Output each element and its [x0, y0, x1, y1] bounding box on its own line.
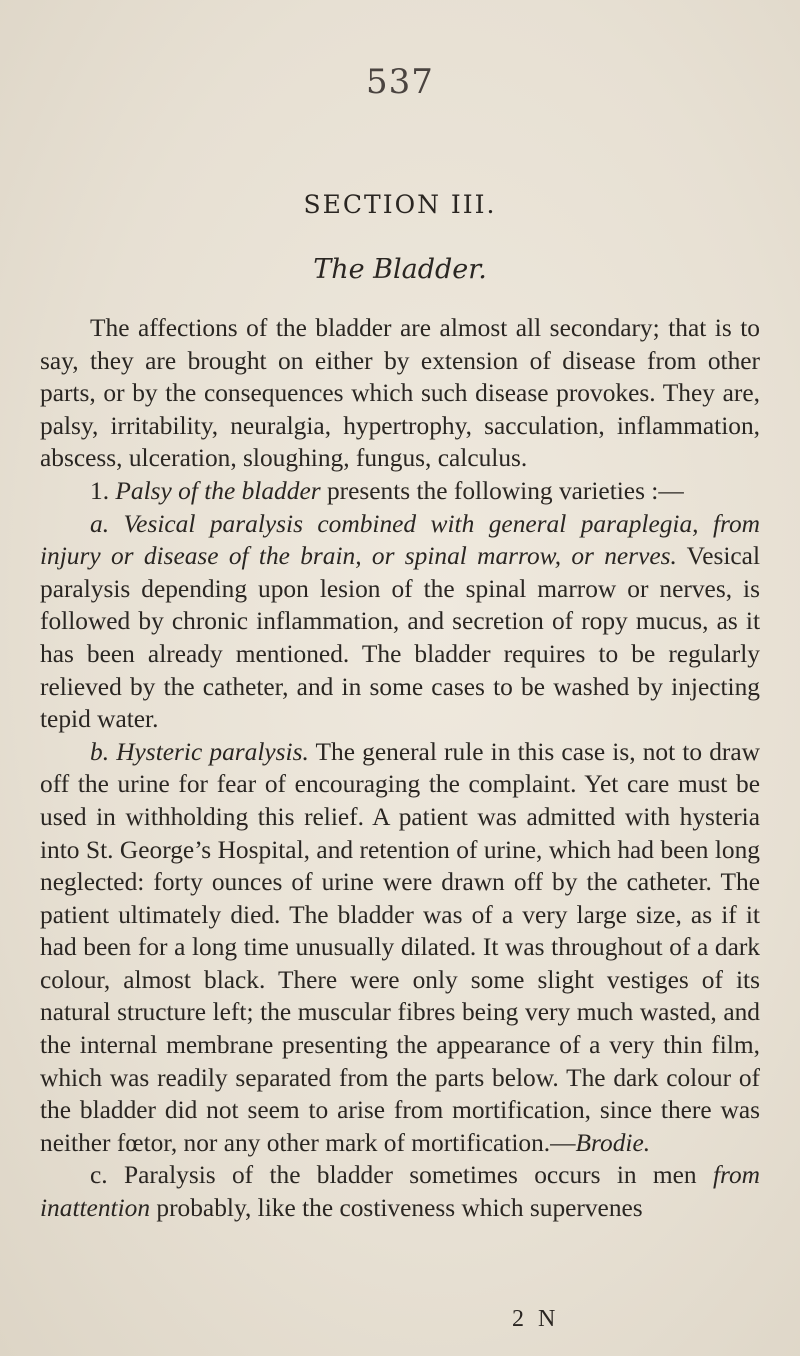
- paragraph-text: The affections of the bladder are almost all secondary; that is to say, they are brought on either by extension of disease from other parts, or by the consequences which such disease provokes. They are, palsy, irritability, neuralgia, hypertrophy, sacculation, inflammation, abscess, ulceration, sloughing, fungus, calculus.: [40, 314, 760, 473]
- paragraph-text: The general rule in this case is, not to draw off the urine for fear of encouraging the complaint. Yet care must be used in withholding this relief. A patient was admitted with hysteria into St. George’s Hospital, and retention of urine, which had been long neglected: forty ounces of urine were drawn off by the catheter. The patient ultimately died. The bladder was of a very large size, as if it had been for a long time unusually dilated. It was throughout of a dark colour, almost black. There were only some slight vestiges of its natural structure left; the muscular fibres being very much wasted, and the internal membrane presenting the appearance of a very thin film, which was readily separated from the parts below. The dark colour of the bladder did not seem to arise from mortification, since there was neither fœtor, nor any other mark of mortification.—: [40, 737, 760, 1157]
- paragraph-italic-text: from inattention: [40, 1161, 760, 1223]
- paragraph-italic-text: b. Hysteric paralysis.: [90, 737, 309, 766]
- body-text: [40, 312, 760, 1225]
- section-heading: SECTION III.: [303, 190, 497, 219]
- paragraph-italic-text: Brodie.: [575, 1128, 651, 1157]
- paragraph-palsy: [40, 475, 760, 508]
- signature-mark: 2 N: [512, 1306, 560, 1332]
- paragraph-text: c. Paralysis of the bladder sometimes occurs in men: [90, 1161, 713, 1190]
- paragraph-italic-text: a. Vesical paralysis combined with general paraplegia, from injury or disease of the brain, or spinal marrow, or nerves.: [40, 509, 760, 571]
- paragraph-text: probably, like the costiveness which supervenes: [150, 1194, 643, 1223]
- paragraph-text: 1.: [90, 476, 116, 505]
- paragraph-inattention: [40, 1159, 760, 1224]
- paragraph-text: Vesical paralysis depending upon lesion of the spinal marrow or nerves, is followed by chronic inflammation, and secretion of ropy mucus, as it has been already mentioned. The bladder requires to be regularly relieved by the catheter, and in some cases to be washed by injecting tepid water.: [40, 542, 760, 734]
- paragraph-hysteric-paralysis: [40, 736, 760, 1160]
- paragraph-text: presents the following varieties :—: [320, 476, 684, 505]
- paragraph-italic-text: Palsy of the bladder: [115, 476, 321, 505]
- paragraph-intro: [40, 312, 760, 475]
- page-number: 537: [366, 62, 434, 102]
- paragraph-vesical-paralysis: [40, 508, 760, 736]
- chapter-subheading: The Bladder.: [313, 254, 487, 285]
